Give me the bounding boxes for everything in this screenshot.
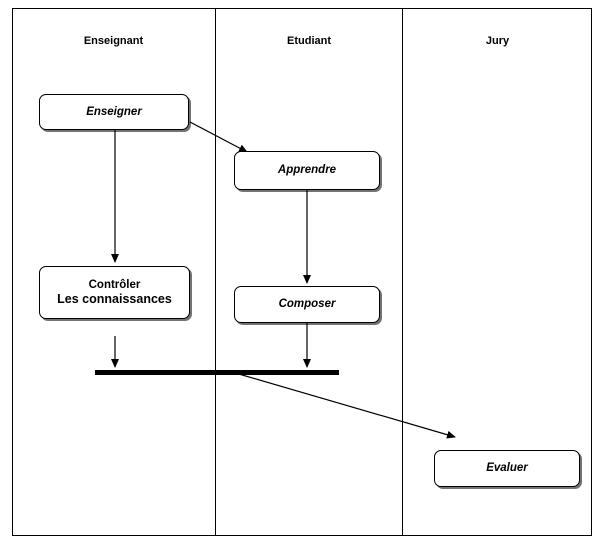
node-enseigner[interactable] <box>39 94 189 130</box>
node-evaluer-label: Evaluer <box>486 462 528 475</box>
node-apprendre[interactable] <box>234 151 380 190</box>
lane-title-jury: Jury <box>485 35 510 47</box>
node-enseigner-label: Enseigner <box>86 105 142 118</box>
node-evaluer[interactable] <box>434 450 580 487</box>
node-controler-les-connaissances[interactable] <box>39 266 190 319</box>
node-controler-label-line2: Les connaissances <box>57 291 172 306</box>
lane-title-enseignant: Enseignant <box>83 35 144 47</box>
node-composer-label: Composer <box>278 298 336 311</box>
lane-title-etudiant: Etudiant <box>287 35 331 47</box>
node-composer[interactable] <box>234 286 380 323</box>
node-controler-label-line1: Contrôler <box>88 278 141 291</box>
synchronization-bar <box>95 370 339 375</box>
node-apprendre-label: Apprendre <box>277 164 337 177</box>
lane-divider-2 <box>402 8 403 536</box>
lane-divider-1 <box>215 8 216 536</box>
